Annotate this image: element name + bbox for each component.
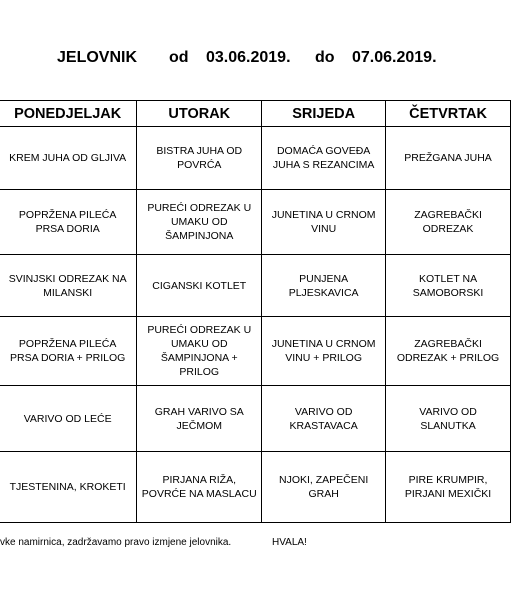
menu-cell: PUNJENA PLJESKAVICA <box>262 255 386 317</box>
title-date-from: 03.06.2019. <box>206 49 291 66</box>
menu-cell: TJESTENINA, KROKETI <box>0 452 137 523</box>
table-row <box>0 386 511 452</box>
menu-cell: NJOKI, ZAPEČENI GRAH <box>262 452 386 523</box>
menu-cell: POPRŽENA PILEĆA PRSA DORIA + PRILOG <box>0 317 137 386</box>
menu-cell: VARIVO OD SLANUTKA <box>386 386 511 452</box>
day-header: UTORAK <box>137 101 262 127</box>
title-word: JELOVNIK <box>57 49 138 66</box>
header-row <box>0 101 511 127</box>
menu-cell: PREŽGANA JUHA <box>386 127 511 190</box>
menu-cell: KREM JUHA OD GLJIVA <box>0 127 137 190</box>
table-row <box>0 317 511 386</box>
menu-cell: JUNETINA U CRNOM VINU + PRILOG <box>262 317 386 386</box>
table-row <box>0 127 511 190</box>
menu-cell: PIRE KRUMPIR, PIRJANI MEXIČKI <box>386 452 511 523</box>
menu-cell: SVINJSKI ODREZAK NA MILANSKI <box>0 255 137 317</box>
menu-cell: ZAGREBAČKI ODREZAK + PRILOG <box>386 317 511 386</box>
table-row <box>0 452 511 523</box>
menu-cell: ZAGREBAČKI ODREZAK <box>386 190 511 255</box>
title-date-to: 07.06.2019. <box>352 49 437 66</box>
menu-cell: PUREĆI ODREZAK U UMAKU OD ŠAMPINJONA <box>137 190 262 255</box>
table-row <box>0 190 511 255</box>
menu-cell: PUREĆI ODREZAK U UMAKU OD ŠAMPINJONA + PRILOG <box>137 317 262 386</box>
title-to: do <box>315 49 335 66</box>
footer-thanks: HVALA! <box>272 537 307 548</box>
day-header: PONEDJELJAK <box>0 101 137 127</box>
title-from: od <box>169 49 189 66</box>
menu-table <box>0 100 511 523</box>
menu-cell: GRAH VARIVO SA JEČMOM <box>137 386 262 452</box>
menu-cell: PIRJANA RIŽA, POVRĆE NA MASLACU <box>137 452 262 523</box>
menu-title <box>0 49 474 71</box>
menu-cell: VARIVO OD KRASTAVACA <box>262 386 386 452</box>
footer-note: vke namirnica, zadržavamo pravo izmjene jelovnika. <box>0 537 232 548</box>
menu-cell: DOMAĆA GOVEĐA JUHA S REZANCIMA <box>262 127 386 190</box>
menu-cell: BISTRA JUHA OD POVRĆA <box>137 127 262 190</box>
menu-cell: JUNETINA U CRNOM VINU <box>262 190 386 255</box>
day-header: SRIJEDA <box>262 101 386 127</box>
menu-cell: CIGANSKI KOTLET <box>137 255 262 317</box>
menu-cell: VARIVO OD LEĆE <box>0 386 137 452</box>
table-row <box>0 255 511 317</box>
menu-cell: POPRŽENA PILEĆA PRSA DORIA <box>0 190 137 255</box>
menu-cell: KOTLET NA SAMOBORSKI <box>386 255 511 317</box>
day-header: ČETVRTAK <box>386 101 511 127</box>
